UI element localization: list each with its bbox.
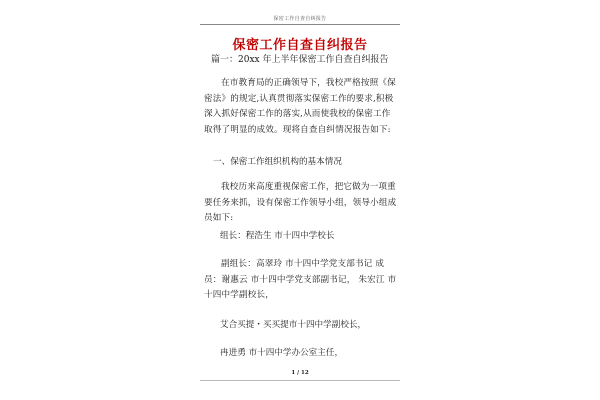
- vice-leader-paragraph: 副组长：高翠玲 市十四中学党支部书记 成员：谢惠云 市十四中学党支部副书记， 朱宏江 市十四中学副校长，: [204, 259, 397, 300]
- intro-paragraph: 在市教育局的正确领导下，我校严格按照《保密法》的规定,认真贯彻落实保密工作的要求,积极深入抓好保密工作的落实,从而使我校的保密工作取得了明显的成效。现将自查自纠情况报告如下:: [204, 78, 396, 135]
- footer-divider: [200, 380, 400, 381]
- header-divider: [200, 24, 400, 25]
- document-title: 保密工作自查自纠报告: [232, 38, 368, 53]
- leader-line: 组长：程浩生 市十四中学校长: [220, 231, 335, 241]
- member-line: 冉进勇 市十四中学办公室主任，: [220, 348, 344, 358]
- section-heading: 一、保密工作组织机构的基本情况: [213, 157, 342, 167]
- page-number: 1 / 12: [291, 370, 309, 376]
- running-header: 保密工作自查自纠报告: [273, 16, 327, 22]
- section-paragraph: 我校历来高度重视保密工作，把它做为一项重要任务来抓，设有保密工作领导小组，领导小组成员如下:: [204, 182, 397, 223]
- member-line: 艾合买提・买买提市十四中学副校长，: [220, 320, 367, 330]
- document-subtitle: 篇一：20xx 年上半年保密工作自查自纠报告: [211, 55, 389, 65]
